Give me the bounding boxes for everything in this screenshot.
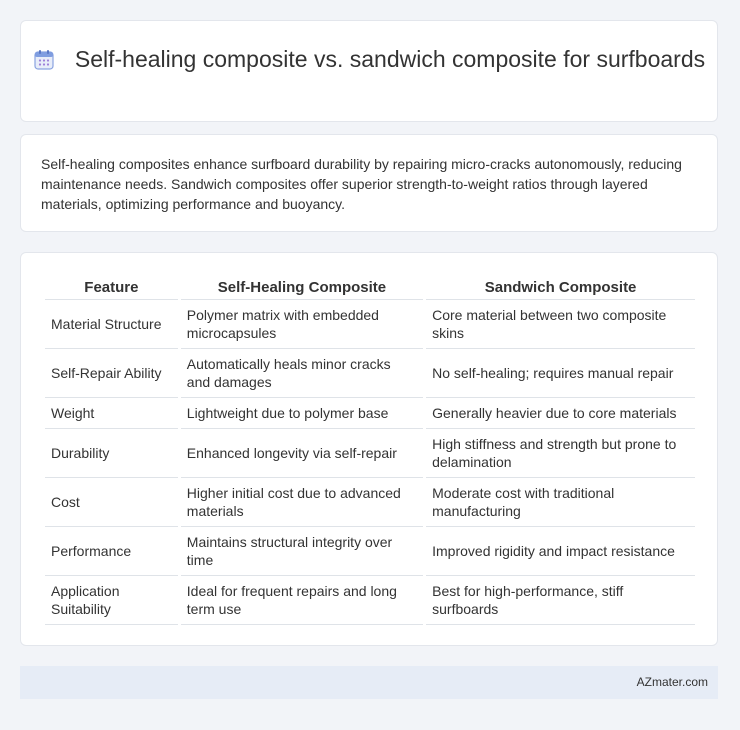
footer-bar	[20, 666, 718, 699]
self-healing-cell: Polymer matrix with embedded microcapsules	[181, 300, 423, 349]
header-sandwich: Sandwich Composite	[426, 275, 695, 300]
header-feature: Feature	[45, 275, 178, 300]
sandwich-cell: Core material between two composite skins	[426, 300, 695, 349]
feature-cell: Material Structure	[45, 300, 178, 349]
footer-brand-link[interactable]: AZmater.com	[636, 675, 708, 689]
self-healing-cell: Maintains structural integrity over time	[181, 527, 423, 576]
sandwich-cell: Best for high-performance, stiff surfboards	[426, 576, 695, 625]
feature-cell: Durability	[45, 429, 178, 478]
feature-cell: Cost	[45, 478, 178, 527]
intro-card	[20, 134, 718, 232]
page-title-text: Self-healing composite vs. sandwich composite for surfboards	[74, 46, 706, 72]
feature-cell: Self-Repair Ability	[45, 349, 178, 398]
sandwich-cell: Improved rigidity and impact resistance	[426, 527, 695, 576]
self-healing-cell: Enhanced longevity via self-repair	[181, 429, 423, 478]
self-healing-cell: Higher initial cost due to advanced materials	[181, 478, 423, 527]
table-row	[45, 398, 695, 429]
page-title	[21, 45, 717, 74]
sandwich-cell: High stiffness and strength but prone to delamination	[426, 429, 695, 478]
comparison-card	[20, 252, 718, 646]
table-row	[45, 300, 695, 349]
table-row	[45, 429, 695, 478]
table-row	[45, 478, 695, 527]
title-card	[20, 20, 718, 122]
title-wrap	[21, 45, 717, 74]
intro-paragraph: Self-healing composites enhance surfboard durability by repairing micro-cracks autonomously, reducing maintenance needs. Sandwich composites offer superior strength-to-weight ratios through layered materials, optimizing performance and buoyancy.	[41, 156, 682, 212]
comparison-table	[42, 275, 698, 625]
table-row	[45, 527, 695, 576]
feature-cell: Application Suitability	[45, 576, 178, 625]
feature-cell: Performance	[45, 527, 178, 576]
self-healing-cell: Automatically heals minor cracks and damages	[181, 349, 423, 398]
table-header-row	[45, 275, 695, 300]
sandwich-cell: No self-healing; requires manual repair	[426, 349, 695, 398]
self-healing-cell: Lightweight due to polymer base	[181, 398, 423, 429]
table-row	[45, 576, 695, 625]
table-row	[45, 349, 695, 398]
self-healing-cell: Ideal for frequent repairs and long term use	[181, 576, 423, 625]
calendar-icon	[33, 49, 55, 71]
feature-cell: Weight	[45, 398, 178, 429]
header-self-healing: Self-Healing Composite	[181, 275, 423, 300]
sandwich-cell: Generally heavier due to core materials	[426, 398, 695, 429]
sandwich-cell: Moderate cost with traditional manufacturing	[426, 478, 695, 527]
